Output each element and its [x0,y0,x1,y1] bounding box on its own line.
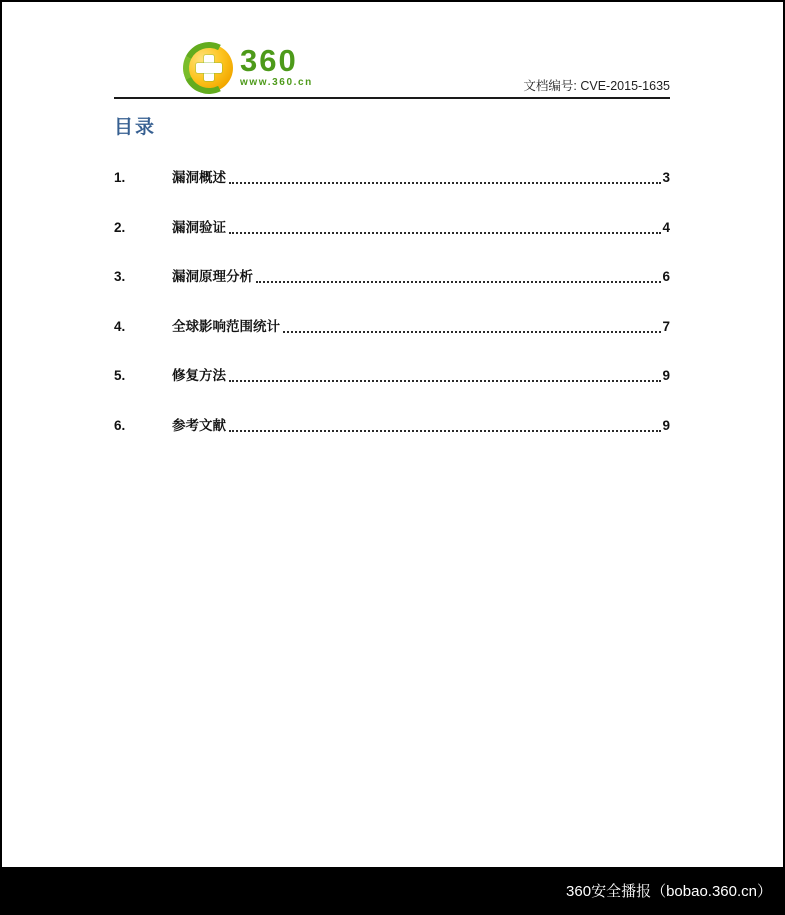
logo-360 [185,44,313,92]
toc-entry-4[interactable] [114,317,670,335]
toc-entry-page: 7 [662,318,670,334]
toc-entry-title: 漏洞验证 [172,219,226,235]
toc-dot-leader [229,182,661,184]
toc-entry-6[interactable] [114,416,670,434]
toc-entry-page: 6 [662,269,670,285]
toc-list [114,168,670,434]
toc-entry-number: 2. [114,219,126,235]
toc-entry-page: 9 [662,417,670,433]
toc-dot-leader [256,281,661,283]
toc-entry-title: 漏洞概述 [172,170,226,186]
logo-cross-icon [196,63,222,73]
toc-entry-number: 4. [114,318,126,334]
toc-entry-number: 5. [114,368,126,384]
toc-dot-leader [229,232,661,234]
toc-content [114,112,670,434]
toc-dot-leader [229,430,661,432]
logo-360-sphere-icon [185,44,233,92]
toc-entry-title: 漏洞原理分析 [172,269,253,285]
toc-entry-3[interactable] [114,267,670,285]
logo-text-block [240,43,313,88]
toc-entry-number: 6. [114,417,126,433]
footer-text: 360安全播报（bobao.360.cn） [566,882,772,900]
toc-entry-page: 9 [662,368,670,384]
toc-entry-number: 1. [114,170,126,186]
toc-entry-1[interactable] [114,168,670,186]
toc-entry-page: 3 [662,170,670,186]
toc-entry-title: 全球影响范围统计 [172,318,280,334]
toc-heading: 目录 [114,117,157,138]
toc-dot-leader [229,380,661,382]
logo-url-text: www.360.cn [240,76,313,88]
toc-entry-number: 3. [114,269,126,285]
page-header [114,2,670,99]
toc-entry-title: 修复方法 [172,368,226,384]
footer-bar [2,867,783,913]
doc-number-label: 文档编号: CVE-2015-1635 [523,79,670,93]
toc-dot-leader [283,331,661,333]
toc-entry-page: 4 [662,219,670,235]
logo-brand-text: 360 [240,43,298,79]
toc-entry-title: 参考文献 [172,417,226,433]
toc-entry-5[interactable] [114,366,670,384]
toc-entry-2[interactable] [114,218,670,236]
